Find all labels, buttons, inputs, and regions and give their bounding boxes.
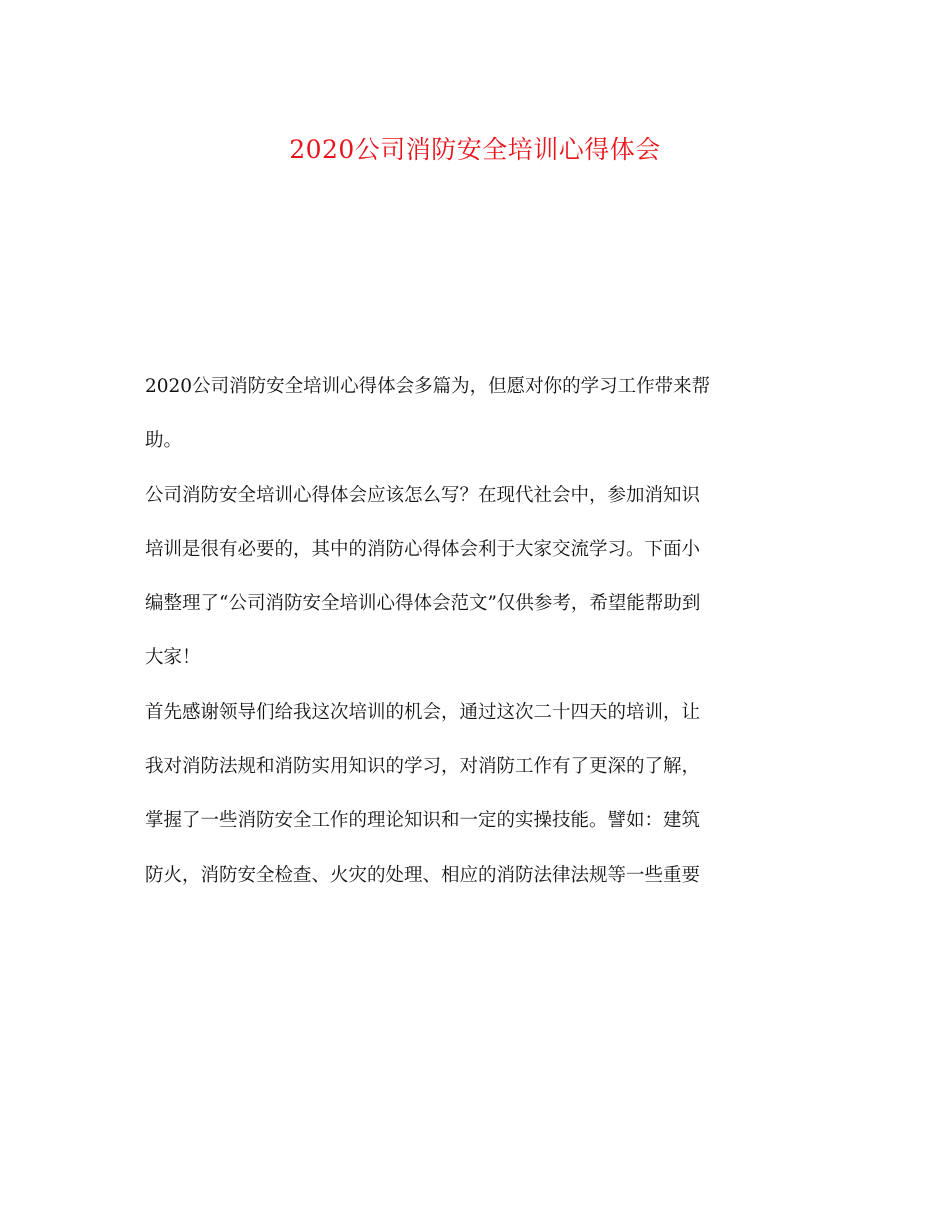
text-line: 培训是很有必要的，其中的消防心得体会利于大家交流学习。下面小 — [145, 538, 701, 560]
text-line: 2020公司消防安全培训心得体会多篇为，但愿对你的学习工作带来帮 — [145, 376, 711, 397]
text-line: 防火，消防安全检查、火灾的处理、相应的消防法律法规等一些重要 — [145, 864, 701, 886]
document-body — [145, 360, 805, 903]
text-line: 我对消防法规和消防实用知识的学习，对消防工作有了更深的了解， — [145, 756, 701, 778]
text-line: 掌握了一些消防安全工作的理论知识和一定的实操技能。譬如：建筑 — [145, 810, 701, 832]
text-line: 首先感谢领导们给我这次培训的机会，通过这次二十四天的培训，让 — [145, 701, 701, 723]
text-line: 大家！ — [145, 647, 201, 669]
text-line: 公司消防安全培训心得体会应该怎么写？在现代社会中，参加消知识 — [145, 484, 701, 506]
text-line: 助。 — [145, 430, 183, 452]
text-line: 编整理了“公司消防安全培训心得体会范文”仅供参考，希望能帮助到 — [145, 593, 701, 615]
document-title: 2020公司消防安全培训心得体会 — [289, 135, 661, 164]
